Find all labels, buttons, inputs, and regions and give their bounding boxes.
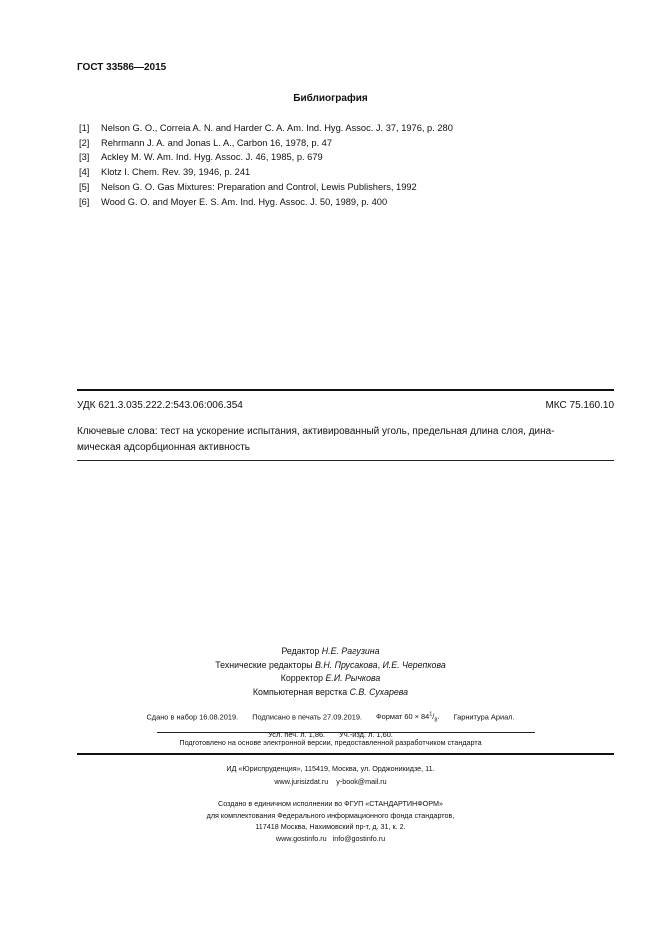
list-item	[79, 180, 619, 195]
publishing-sheets: Уч.-изд. л. 1,60.	[339, 730, 393, 740]
layout-name: С.В. Сухарева	[349, 686, 409, 697]
list-item	[79, 165, 619, 180]
publisher-contacts	[0, 775, 661, 788]
format-prefix: Формат 60 × 84	[376, 712, 430, 722]
layout-line	[0, 686, 661, 700]
tech-editor-name: И.Е. Черепкова	[382, 659, 446, 670]
editorial-credits	[0, 645, 661, 699]
publisher-site-link[interactable]: www.jurisizdat.ru	[274, 777, 329, 786]
ref-number: [2]	[79, 137, 90, 148]
publisher-block	[0, 762, 661, 788]
keywords	[77, 424, 614, 456]
bibliography-title: Библиография	[293, 93, 368, 104]
printer-site-link[interactable]: www.gostinfo.ru	[275, 833, 327, 843]
ref-number: [5]	[79, 181, 90, 192]
typeset-date: Сдано в набор 16.08.2019.	[146, 712, 239, 722]
corrector-label: Корректор	[280, 673, 324, 683]
publisher-top-rule	[77, 753, 614, 755]
format-sup: 1	[429, 712, 433, 718]
format-suffix: .	[437, 712, 440, 722]
print-info-rule	[157, 732, 535, 733]
document-id: ГОСТ 33586—2015	[77, 62, 167, 73]
printer-line-1: Создано в единичном исполнении во ФГУП «СТАНДАРТИНФОРМ»	[218, 799, 443, 808]
tech-editor-name: В.Н. Прусакова	[315, 659, 378, 670]
corrector-line	[0, 672, 661, 686]
ref-text: Ackley M. W. Am. Ind. Hyg. Assoc. J. 46, 1985, p. 679	[101, 152, 323, 163]
bibliography-list	[79, 121, 619, 209]
ref-number: [6]	[79, 196, 90, 207]
ref-text: Nelson G. O., Correia A. N. and Harder C. A. Am. Ind. Hyg. Assoc. J. 37, 1976, p. 280	[101, 123, 453, 133]
typeface: Гарнитура Ариал.	[453, 712, 515, 722]
print-format: Формат $60 \times 84^1/_8$.	[376, 712, 440, 724]
classification-top-rule	[77, 389, 614, 391]
ref-text: Nelson G. O. Gas Mixtures: Preparation and Control, Lewis Publishers, 1992	[101, 181, 417, 192]
printer-block	[0, 798, 661, 844]
mks-code: МКС 75.160.10	[545, 400, 614, 411]
list-item	[79, 136, 619, 151]
prepared-note: Подготовлено на основе электронной версии, предоставленной разработчиком стандарта	[179, 738, 482, 747]
udc-code: УДК 621.3.035.222.2:543.06:006.354	[77, 400, 243, 411]
keywords-line-1: Ключевые слова: тест на ускорение испытания, активированный уголь, предельная длина слоя, дина-	[77, 426, 555, 437]
list-item	[79, 150, 619, 165]
ref-number: [4]	[79, 167, 90, 178]
editor-line	[0, 645, 661, 659]
publisher-address: ИД «Юриспруденция», 115419, Москва, ул. Орджоникидзе, 11.	[226, 764, 435, 773]
printer-line-2: для комплектования Федерального информационного фонда стандартов,	[206, 810, 455, 820]
printer-email-link[interactable]: info@gostinfo.ru	[332, 833, 386, 843]
printer-line-3: 117418 Москва, Нахимовский пр-т, д. 31, к. 2.	[255, 822, 406, 832]
editor-label: Редактор	[281, 646, 320, 656]
tech-editors-label: Технические редакторы	[215, 659, 313, 670]
publisher-email-link[interactable]: y-book@mail.ru	[336, 777, 387, 786]
keywords-line-2: мическая адсорбционная активность	[77, 442, 251, 453]
ref-text: Rehrmann J. A. and Jonas L. A., Carbon 16, 1978, p. 47	[101, 137, 333, 148]
printer-contacts	[0, 833, 661, 845]
corrector-name: Е.И. Рычкова	[325, 673, 381, 683]
layout-label: Компьютерная верстка	[252, 686, 348, 697]
ref-number: [3]	[79, 152, 90, 163]
classification-bottom-rule	[77, 460, 614, 461]
tech-editors-line: Технические редакторы В.Н. Прусакова, И.Е. Черепкова	[215, 659, 446, 670]
list-item	[79, 121, 619, 136]
signed-date: Подписано в печать 27.09.2019.	[252, 712, 362, 722]
ref-text: Wood G. O. and Moyer E. S. Am. Ind. Hyg. Assoc. J. 50, 1989, p. 400	[101, 196, 388, 207]
print-info	[0, 709, 661, 742]
printed-sheets: Усл. печ. л. 1,86.	[268, 730, 326, 740]
ref-text: Klotz I. Chem. Rev. 39, 1946, p. 241	[101, 167, 251, 178]
format-sub: 8	[434, 717, 438, 724]
print-info-line-1	[0, 709, 661, 728]
editor-name: Н.Е. Рагузина	[321, 646, 380, 656]
list-item	[79, 195, 619, 210]
ref-number: [1]	[79, 123, 90, 133]
